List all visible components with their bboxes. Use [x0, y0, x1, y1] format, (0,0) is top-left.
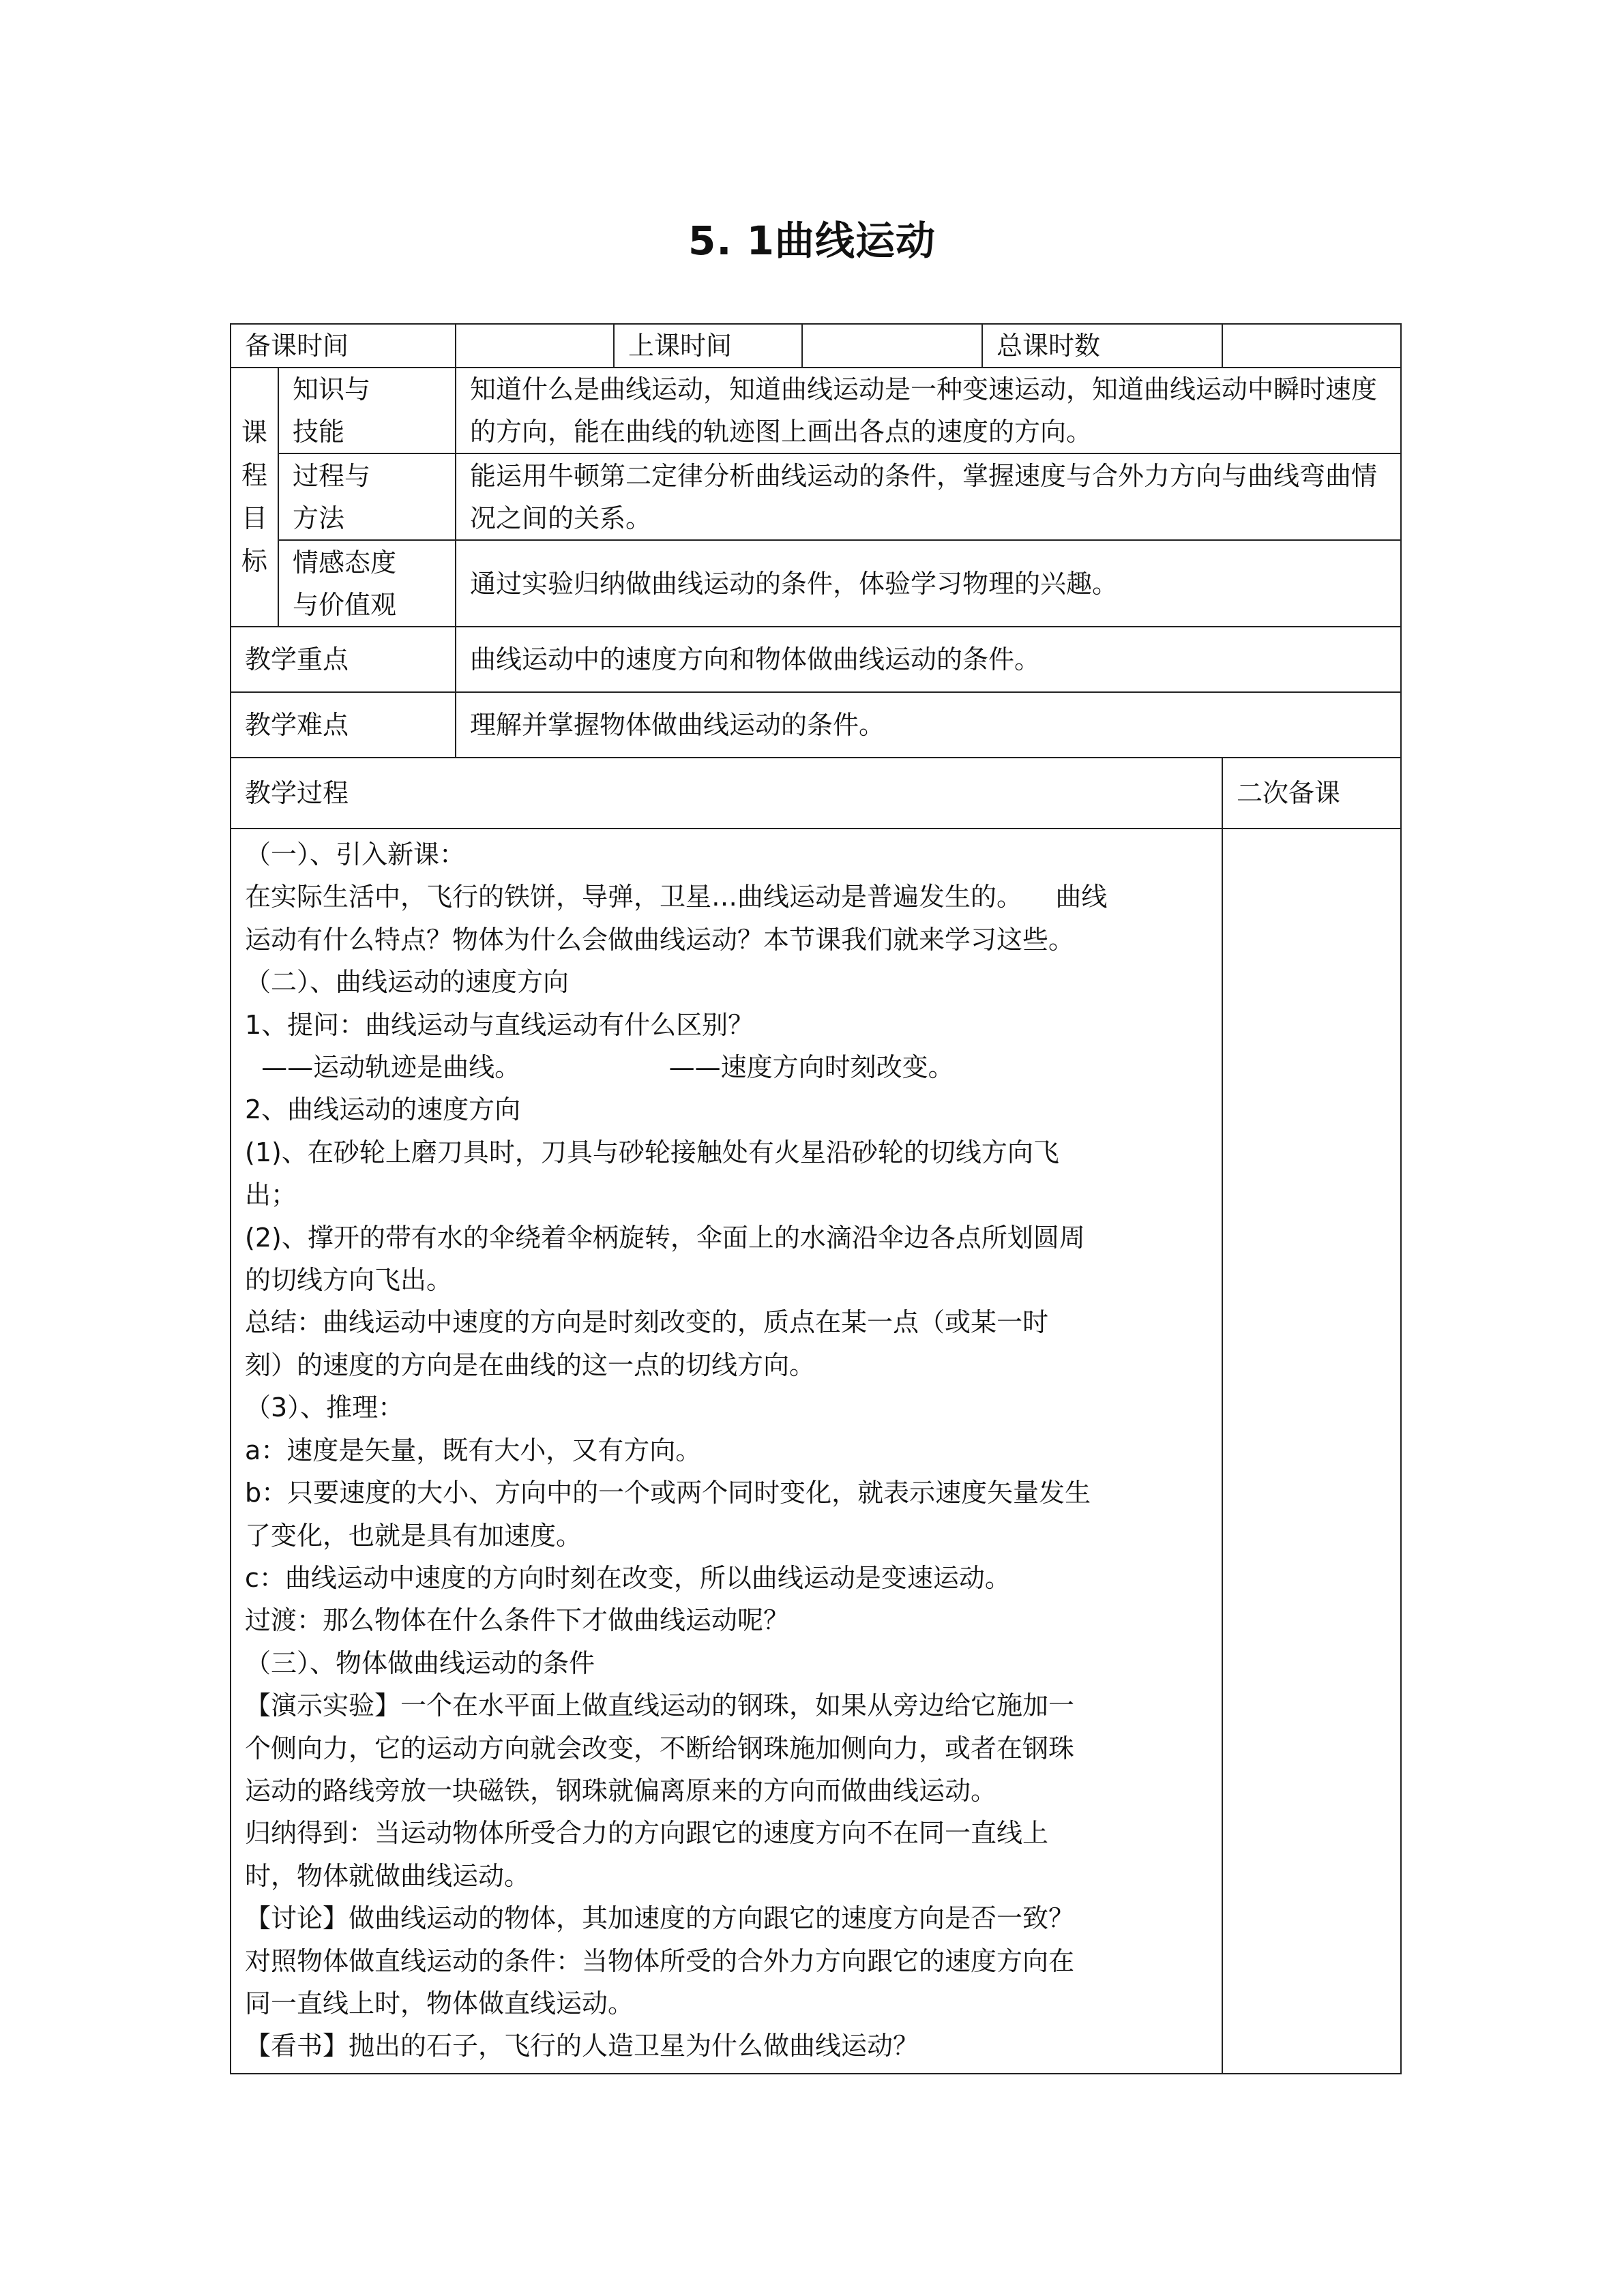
process-line: c：曲线运动中速度的方向时刻在改变，所以曲线运动是变速运动。 — [245, 1562, 1011, 1593]
process-line: 运动有什么特点？物体为什么会做曲线运动？本节课我们就来学习这些。 — [245, 924, 1075, 955]
process-line: a：速度是矢量，既有大小，又有方向。 — [245, 1435, 702, 1465]
teaching-process-content — [231, 829, 1222, 2074]
process-line: 【讨论】做曲线运动的物体，其加速度的方向跟它的速度方向是否一致？ — [245, 1903, 1075, 1934]
class-time-value[interactable] — [802, 324, 982, 368]
page-title: 5. 1曲线运动 — [688, 218, 936, 264]
process-line: 1、提问：曲线运动与直线运动有什么区别？ — [245, 1009, 754, 1040]
total-hours-label: 总课时数 — [982, 324, 1222, 368]
process-line: ——运动轨迹是曲线。 ——速度方向时刻改变。 — [245, 1052, 954, 1083]
process-line: (1)、在砂轮上磨刀具时，刀具与砂轮接触处有火星沿砂轮的切线方向飞 — [245, 1137, 1059, 1167]
prep-time-value[interactable] — [456, 324, 614, 368]
lesson-plan-table — [230, 323, 1402, 2074]
process-line: 的切线方向飞出。 — [245, 1265, 453, 1296]
second-prep-content[interactable] — [1222, 829, 1401, 2074]
process-line: 归纳得到：当运动物体所受合力的方向跟它的速度方向不在同一直线上 — [245, 1818, 1049, 1849]
objective-text-process: 能运用牛顿第二定律分析曲线运动的条件，掌握速度与合外力方向与曲线弯曲情况之间的关系。 — [456, 453, 1401, 540]
objective-text-attitude: 通过实验归纳做曲线运动的条件，体验学习物理的兴趣。 — [456, 540, 1401, 627]
prep-time-label: 备课时间 — [231, 324, 456, 368]
process-line: 了变化，也就是具有加速度。 — [245, 1520, 582, 1551]
difficult-points-label: 教学难点 — [231, 692, 456, 758]
process-line: 总结：曲线运动中速度的方向是时刻改变的，质点在某一点（或某一时 — [245, 1307, 1049, 1338]
process-line: 2、曲线运动的速度方向 — [245, 1094, 521, 1125]
process-line: （二）、曲线运动的速度方向 — [245, 967, 570, 998]
process-line: (2)、撑开的带有水的伞绕着伞柄旋转，伞面上的水滴沿伞边各点所划圆周 — [245, 1222, 1085, 1253]
process-line: （一）、引入新课： — [245, 839, 466, 869]
process-line: （三）、物体做曲线运动的条件 — [245, 1648, 595, 1678]
process-line: 过渡：那么物体在什么条件下才做曲线运动呢？ — [245, 1605, 790, 1636]
process-line: 时，物体就做曲线运动。 — [245, 1860, 531, 1891]
process-line: 对照物体做直线运动的条件：当物体所受的合外力方向跟它的速度方向在 — [245, 1945, 1075, 1976]
process-line: b：只要速度的大小、方向中的一个或两个同时变化，就表示速度矢量发生 — [245, 1478, 1091, 1508]
class-time-label: 上课时间 — [614, 324, 802, 368]
key-points-text: 曲线运动中的速度方向和物体做曲线运动的条件。 — [456, 627, 1401, 692]
teaching-process-label: 教学过程 — [231, 758, 1222, 829]
process-line: 在实际生活中，飞行的铁饼，导弹，卫星…曲线运动是普遍发生的。 曲线 — [245, 882, 1108, 912]
total-hours-value[interactable] — [1222, 324, 1401, 368]
process-line: 【演示实验】一个在水平面上做直线运动的钢珠，如果从旁边给它施加一 — [245, 1690, 1075, 1721]
process-line: 同一直线上时，物体做直线运动。 — [245, 1988, 634, 2018]
process-line: 出； — [245, 1180, 297, 1210]
objective-label-knowledge: 知识与 技能 — [278, 368, 456, 453]
process-line: 个侧向力，它的运动方向就会改变，不断给钢珠施加侧向力，或者在钢珠 — [245, 1733, 1075, 1763]
process-line: （3）、推理： — [245, 1392, 404, 1423]
difficult-points-text: 理解并掌握物体做曲线运动的条件。 — [456, 692, 1401, 758]
process-line: 【看书】抛出的石子，飞行的人造卫星为什么做曲线运动？ — [245, 2031, 919, 2061]
objective-label-attitude: 情感态度 与价值观 — [278, 540, 456, 627]
process-lines — [245, 833, 1209, 2068]
second-prep-label: 二次备课 — [1222, 758, 1401, 829]
key-points-label: 教学重点 — [231, 627, 456, 692]
process-line: 刻）的速度的方向是在曲线的这一点的切线方向。 — [245, 1350, 816, 1380]
objective-label-process: 过程与 方法 — [278, 453, 456, 540]
objectives-side-label: 课 程 目 标 — [231, 368, 278, 627]
objective-text-knowledge: 知道什么是曲线运动，知道曲线运动是一种变速运动，知道曲线运动中瞬时速度的方向，能在曲线的轨迹图上画出各点的速度的方向。 — [456, 368, 1401, 453]
process-line: 运动的路线旁放一块磁铁，钢珠就偏离原来的方向而做曲线运动。 — [245, 1775, 997, 1806]
